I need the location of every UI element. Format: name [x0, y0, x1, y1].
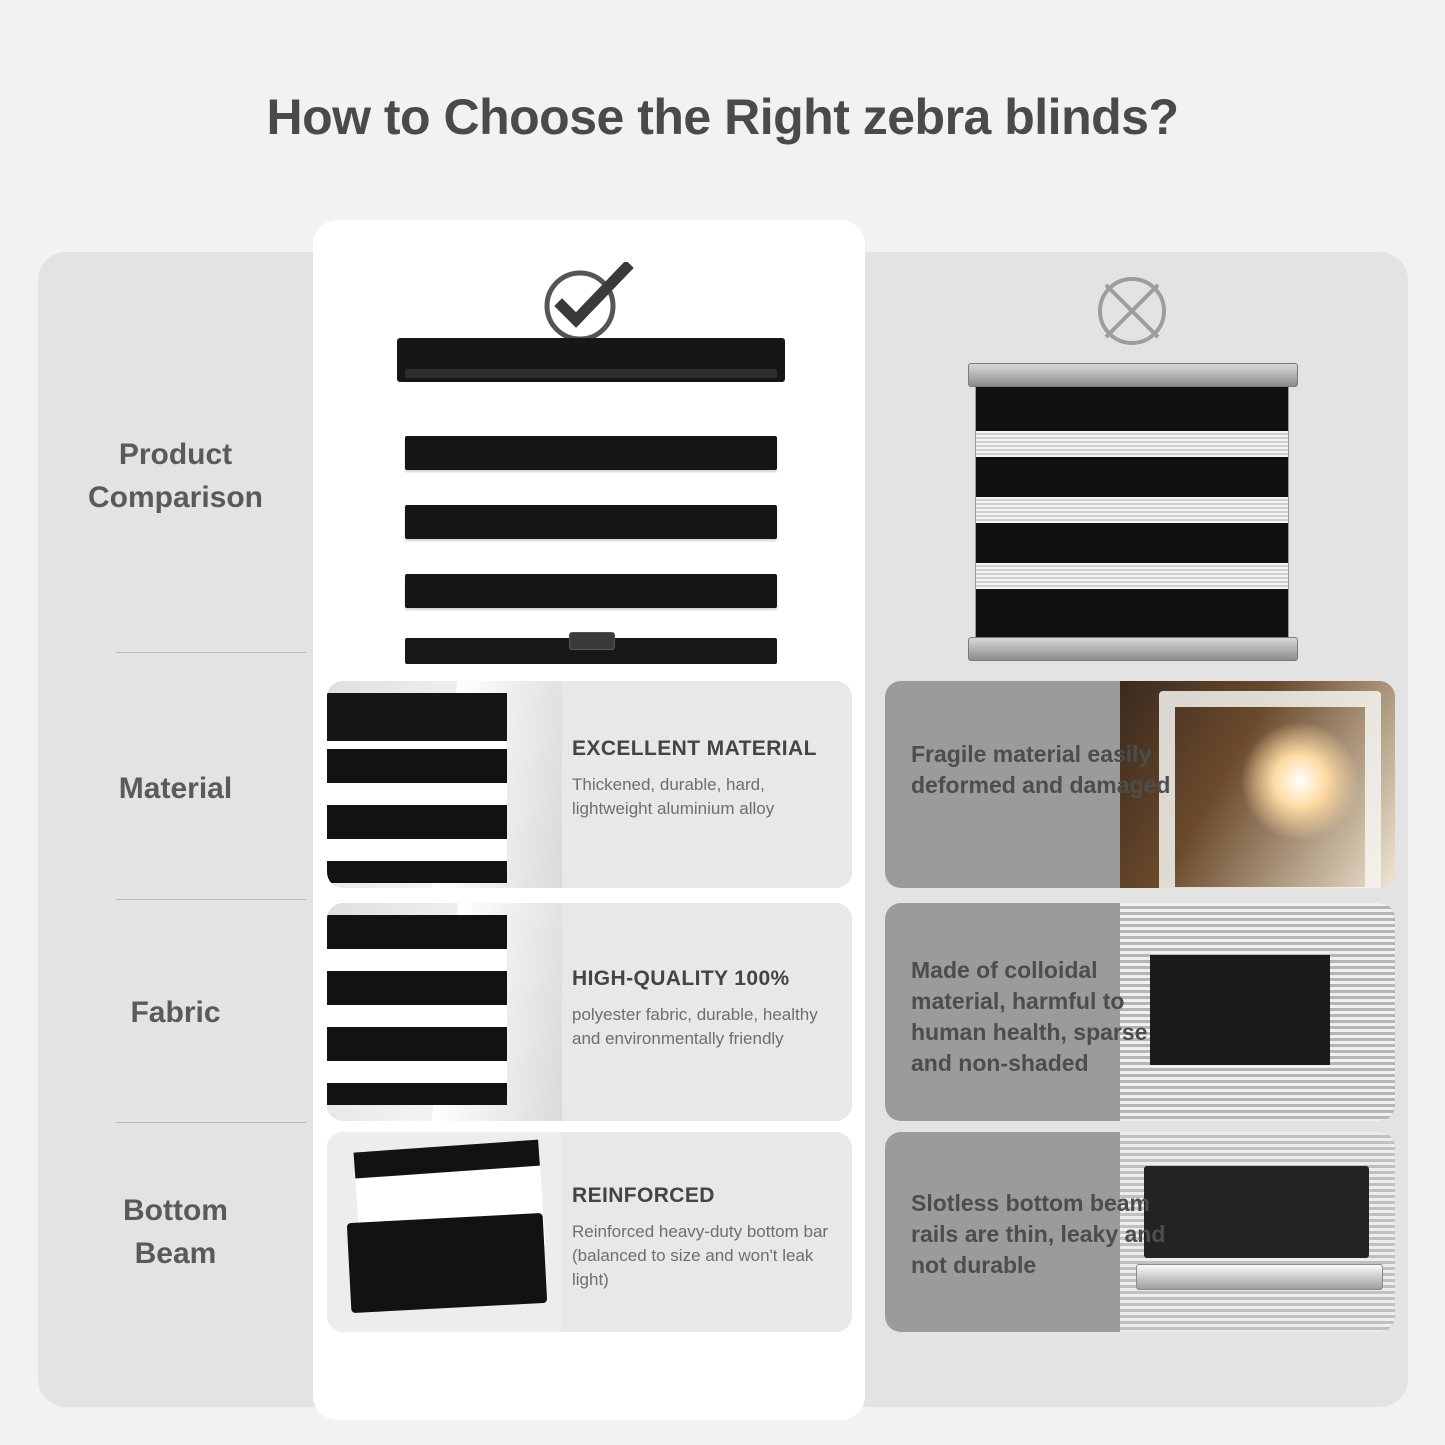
competitor-sheer-band: [976, 563, 1288, 589]
good-fabric-body: polyester fabric, durable, healthy and environmentally friendly: [572, 1005, 818, 1049]
zebra-fabric-shape: [327, 693, 507, 883]
row-divider-2: [116, 899, 306, 900]
row-label-material: Material: [118, 772, 233, 805]
sun-flare-shape: [1240, 721, 1360, 841]
row-divider-3: [116, 1122, 306, 1123]
competitor-headrail: [968, 363, 1298, 387]
hero-slat: [405, 505, 777, 539]
bad-card-fabric: [885, 903, 1395, 1121]
good-card-material: [327, 681, 852, 888]
hero-slat: [405, 436, 777, 470]
hero-slat: [405, 574, 777, 608]
good-fabric-title: HIGH-QUALITY 100%: [572, 967, 790, 990]
bad-card-material: [885, 681, 1395, 888]
competitor-sheer-band: [976, 497, 1288, 523]
row-label-column: [38, 252, 313, 1407]
dark-panel-shape: [1144, 1166, 1369, 1258]
hero-blind-competitor: [975, 370, 1289, 654]
row-divider-1: [116, 652, 306, 653]
dark-panel-shape: [1150, 955, 1330, 1065]
hero-blind-recommended: [397, 338, 785, 668]
bad-material-text: Fragile material easily deformed and damaged: [911, 741, 1171, 799]
zebra-fabric-shape: [327, 915, 507, 1105]
row-label-fabric: Fabric: [130, 996, 221, 1029]
bad-card-bottom-beam: [885, 1132, 1395, 1332]
good-card-bottom-beam: [327, 1132, 852, 1332]
good-fabric-image: [327, 903, 562, 1121]
good-bottom-beam-image: [327, 1132, 562, 1332]
good-material-body: Thickened, durable, hard, lightweight aluminium alloy: [572, 775, 775, 819]
competitor-bottom-rail: [968, 637, 1298, 661]
competitor-fabric: [976, 389, 1288, 635]
competitor-sheer-band: [976, 431, 1288, 457]
bad-bottom-beam-text: Slotless bottom beam rails are thin, leaky and not durable: [911, 1190, 1166, 1279]
check-circle-icon: [540, 262, 634, 344]
good-material-image: [327, 681, 562, 888]
hero-headrail: [397, 338, 785, 382]
hero-grip-handle: [569, 632, 615, 650]
row-label-bottom-beam: [38, 1190, 313, 1275]
good-material-title: EXCELLENT MATERIAL: [572, 737, 817, 760]
reinforced-bottom-bar-shape: [347, 1213, 547, 1313]
row-label-bottom-beam-line1: Bottom: [123, 1194, 228, 1227]
good-bottom-beam-body: Reinforced heavy-duty bottom bar (balanced to size and won't leak light): [572, 1222, 829, 1290]
good-bottom-beam-title: REINFORCED: [572, 1184, 715, 1207]
row-label-bottom-beam-line2: Beam: [134, 1236, 217, 1270]
cross-circle-icon: [1092, 272, 1172, 350]
row-label-product-comparison: [38, 434, 313, 519]
page-title: How to Choose the Right zebra blinds?: [266, 89, 1179, 145]
thin-bottom-rail-shape: [1136, 1264, 1383, 1290]
good-card-fabric: [327, 903, 852, 1121]
row-label-product-comparison-line2: Comparison: [87, 480, 264, 514]
bad-fabric-text: Made of colloidal material, harmful to human health, sparse and non-shaded: [911, 957, 1148, 1077]
row-label-product-comparison-line1: Product: [118, 438, 233, 471]
